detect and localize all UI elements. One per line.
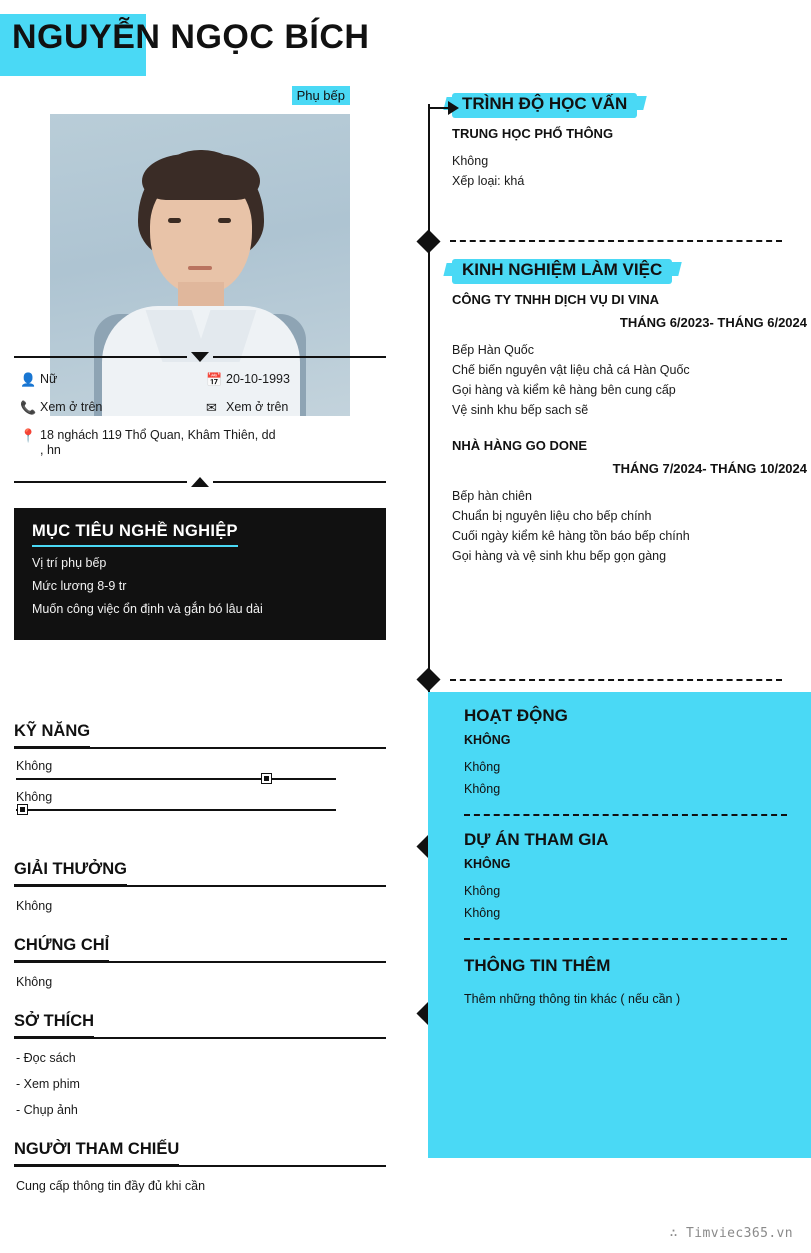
location-pin-icon: 📍 — [20, 428, 37, 443]
experience-2-line-3: Cuối ngày kiểm kê hàng tồn báo bếp chính — [452, 529, 690, 543]
references-title: NGƯỜI THAM CHIẾU — [14, 1140, 179, 1167]
awards-title: GIẢI THƯỞNG — [14, 860, 127, 887]
experience-title-text: KINH NGHIỆM LÀM VIỆC — [462, 260, 663, 279]
projects-section — [464, 830, 787, 924]
experience-section — [452, 258, 807, 566]
career-objective-title: MỤC TIÊU NGHỀ NGHIỆP — [32, 522, 238, 547]
divider-segment-right-2 — [213, 481, 386, 483]
experience-company-1: CÔNG TY TNHH DỊCH VỤ DI VINA — [452, 292, 660, 307]
skills-title: KỸ NĂNG — [14, 722, 90, 749]
contact-item-address — [14, 428, 386, 458]
contact-block — [14, 352, 386, 487]
hobby-item-3: - Chụp ảnh — [16, 1103, 78, 1117]
divider-segment-left — [14, 356, 187, 358]
photo-eye-left — [168, 218, 181, 223]
triangle-up-marker — [191, 477, 209, 487]
experience-period-2: THÁNG 7/2024- THÁNG 10/2024 — [612, 461, 807, 476]
divider-dashed-2 — [450, 679, 782, 681]
additional-info-text: Thêm những thông tin khác ( nếu cần ) — [464, 992, 681, 1006]
experience-2-line-1: Bếp hàn chiên — [452, 489, 532, 503]
projects-subtitle: KHÔNG — [464, 857, 511, 871]
divider-dashed-4 — [464, 938, 787, 940]
contact-top-divider — [14, 352, 386, 362]
skill-name-2: Không — [16, 790, 53, 804]
experience-2-line-4: Gọi hàng và vệ sinh khu bếp gọn gàng — [452, 549, 667, 563]
career-objective-section — [14, 508, 386, 640]
experience-1-line-3: Gọi hàng và kiểm kê hàng bên cung cấp — [452, 383, 676, 397]
contact-phone-value: Xem ở trên — [40, 400, 103, 414]
contact-item-email — [200, 400, 386, 415]
projects-line-1: Không — [464, 884, 501, 898]
certificates-section — [14, 936, 386, 991]
envelope-icon: ✉ — [206, 400, 217, 415]
contact-dob-value: 20-10-1993 — [226, 372, 290, 386]
contact-email-value: Xem ở trên — [226, 400, 289, 414]
calendar-icon: 📅 — [206, 372, 223, 387]
divider-dashed-1 — [450, 240, 782, 242]
photo-fringe-shape — [142, 154, 260, 200]
education-title — [452, 92, 637, 117]
additional-info-section — [464, 956, 787, 1010]
skill-name-1: Không — [16, 759, 53, 773]
projects-title: DỰ ÁN THAM GIA — [464, 830, 609, 849]
skill-item-1 — [14, 759, 386, 780]
cyan-panel — [428, 692, 811, 1158]
job-title-row — [0, 84, 410, 114]
education-school: TRUNG HỌC PHỔ THÔNG — [452, 126, 614, 141]
skill-bar-2[interactable] — [16, 809, 336, 811]
photo-mouth — [188, 266, 212, 270]
divider-segment-right — [213, 356, 386, 358]
skill-knob-2[interactable] — [18, 805, 27, 814]
experience-1-line-4: Vệ sinh khu bếp sach sẽ — [452, 403, 589, 417]
contact-address-line2: , hn — [40, 443, 61, 457]
certificates-title: CHỨNG CHỈ — [14, 936, 109, 963]
experience-2-line-2: Chuẩn bị nguyên liệu cho bếp chính — [452, 509, 652, 523]
experience-title — [452, 258, 672, 283]
career-objective-line-3: Muốn công việc ổn định và gắn bó lâu dài — [32, 602, 263, 616]
phone-icon: 📞 — [20, 400, 37, 415]
activities-title: HOẠT ĐỘNG — [464, 706, 568, 725]
awards-section — [14, 860, 386, 915]
experience-1-line-2: Chế biến nguyên vật liệu chả cá Hàn Quốc — [452, 363, 690, 377]
activities-line-1: Không — [464, 760, 501, 774]
certificates-text: Không — [16, 975, 53, 989]
experience-1-line-1: Bếp Hàn Quốc — [452, 343, 534, 357]
additional-info-title: THÔNG TIN THÊM — [464, 956, 611, 975]
page-title: NGUYỄN NGỌC BÍCH — [12, 18, 370, 56]
education-section — [452, 92, 807, 191]
cv-header — [0, 0, 811, 84]
references-section — [14, 1140, 386, 1195]
contact-address-line1: 18 nghách 119 Thổ Quan, Khâm Thiên, dd — [40, 428, 276, 442]
left-column — [0, 84, 410, 114]
career-objective-line-2: Mức lương 8-9 tr — [32, 579, 127, 593]
divider-dashed-3 — [464, 814, 787, 816]
skill-item-2 — [14, 790, 386, 811]
triangle-down-marker — [191, 352, 209, 362]
footer-watermark: ∴ Timviec365.vn — [669, 1226, 793, 1241]
contact-item-dob — [200, 372, 386, 387]
contact-address-value — [40, 428, 276, 458]
divider-segment-left-2 — [14, 481, 187, 483]
timeline-diamond-activities — [416, 667, 440, 691]
education-line-1: Không — [452, 154, 489, 168]
contact-gender-value: Nữ — [40, 372, 58, 386]
experience-company-2: NHÀ HÀNG GO DONE — [452, 438, 588, 453]
skill-bar-1[interactable] — [16, 778, 336, 780]
education-line-2: Xếp loại: khá — [452, 174, 525, 188]
person-icon: 👤 — [20, 372, 37, 387]
experience-period-1: THÁNG 6/2023- THÁNG 6/2024 — [619, 315, 807, 330]
career-objective-line-1: Vị trí phụ bếp — [32, 556, 107, 570]
projects-line-2: Không — [464, 906, 501, 920]
timeline-diamond-experience — [416, 229, 440, 253]
education-title-text: TRÌNH ĐỘ HỌC VẤN — [462, 94, 628, 113]
activities-subtitle: KHÔNG — [464, 733, 511, 747]
hobby-item-1: - Đọc sách — [16, 1051, 76, 1065]
contact-grid — [14, 362, 386, 477]
hobbies-section — [14, 1012, 386, 1119]
job-title-badge: Phụ bếp — [292, 86, 350, 105]
contact-item-gender — [14, 372, 200, 387]
references-text: Cung cấp thông tin đầy đủ khi cần — [16, 1179, 206, 1193]
activities-line-2: Không — [464, 782, 501, 796]
hobby-item-2: - Xem phim — [16, 1077, 80, 1091]
skill-knob-1[interactable] — [262, 774, 271, 783]
experience-job-1 — [452, 292, 807, 420]
experience-job-2 — [452, 438, 807, 566]
hobbies-title: SỞ THÍCH — [14, 1012, 94, 1039]
photo-eye-right — [218, 218, 231, 223]
activities-section — [464, 706, 787, 800]
contact-bottom-divider — [14, 477, 386, 487]
skills-section — [14, 722, 386, 811]
contact-item-phone — [14, 400, 200, 415]
awards-text: Không — [16, 899, 53, 913]
